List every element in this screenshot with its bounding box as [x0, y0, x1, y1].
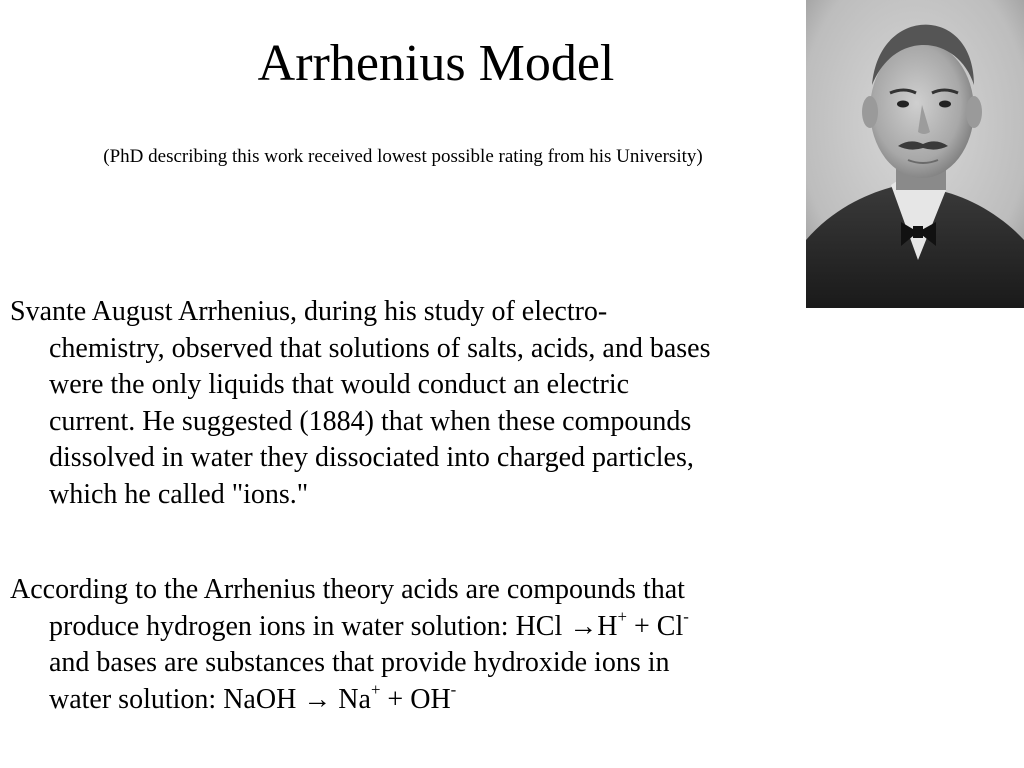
text-line: According to the Arrhenius theory acids are compounds that [10, 574, 685, 605]
ion-charge: - [683, 606, 689, 626]
portrait-photo [806, 0, 1024, 308]
paragraph-arrhenius-theory [10, 572, 870, 718]
ion-charge: + [370, 679, 381, 699]
ion-symbol: OH [410, 683, 451, 715]
text-line: current. He suggested (1884) that when these compounds [49, 405, 692, 437]
ion-symbol: Cl [656, 610, 684, 642]
ion-charge: - [450, 679, 457, 699]
plus-sign: + [387, 683, 404, 715]
text-line: chemistry, observed that solutions of salts, acids, and bases [49, 332, 711, 364]
slide-title: Arrhenius Model [257, 35, 615, 92]
slide-subtitle: (PhD describing this work received lowest possible rating from his University) [103, 146, 703, 167]
text-fragment: produce hydrogen ions in water solution: HCl [49, 610, 570, 642]
paragraph-arrhenius-bio [10, 294, 870, 513]
text-line: and bases are substances that provide hydroxide ions in [49, 647, 670, 678]
reaction-arrow: → [303, 683, 332, 715]
ion-charge: + [617, 606, 627, 626]
text-line: Svante August Arrhenius, during his study of electro- [10, 296, 608, 327]
acid-equation-line [10, 606, 870, 646]
text-fragment: water solution: NaOH [49, 683, 304, 715]
plus-sign: + [633, 610, 650, 642]
text-line: dissolved in water they dissociated into charged particles, [49, 442, 694, 473]
base-equation-line [10, 679, 870, 719]
ion-symbol: Na [338, 683, 371, 715]
ion-symbol: H [597, 610, 618, 642]
text-line: which he called "ions." [49, 478, 309, 510]
text-line: were the only liquids that would conduct an electric [49, 369, 630, 400]
reaction-arrow: → [569, 610, 598, 642]
